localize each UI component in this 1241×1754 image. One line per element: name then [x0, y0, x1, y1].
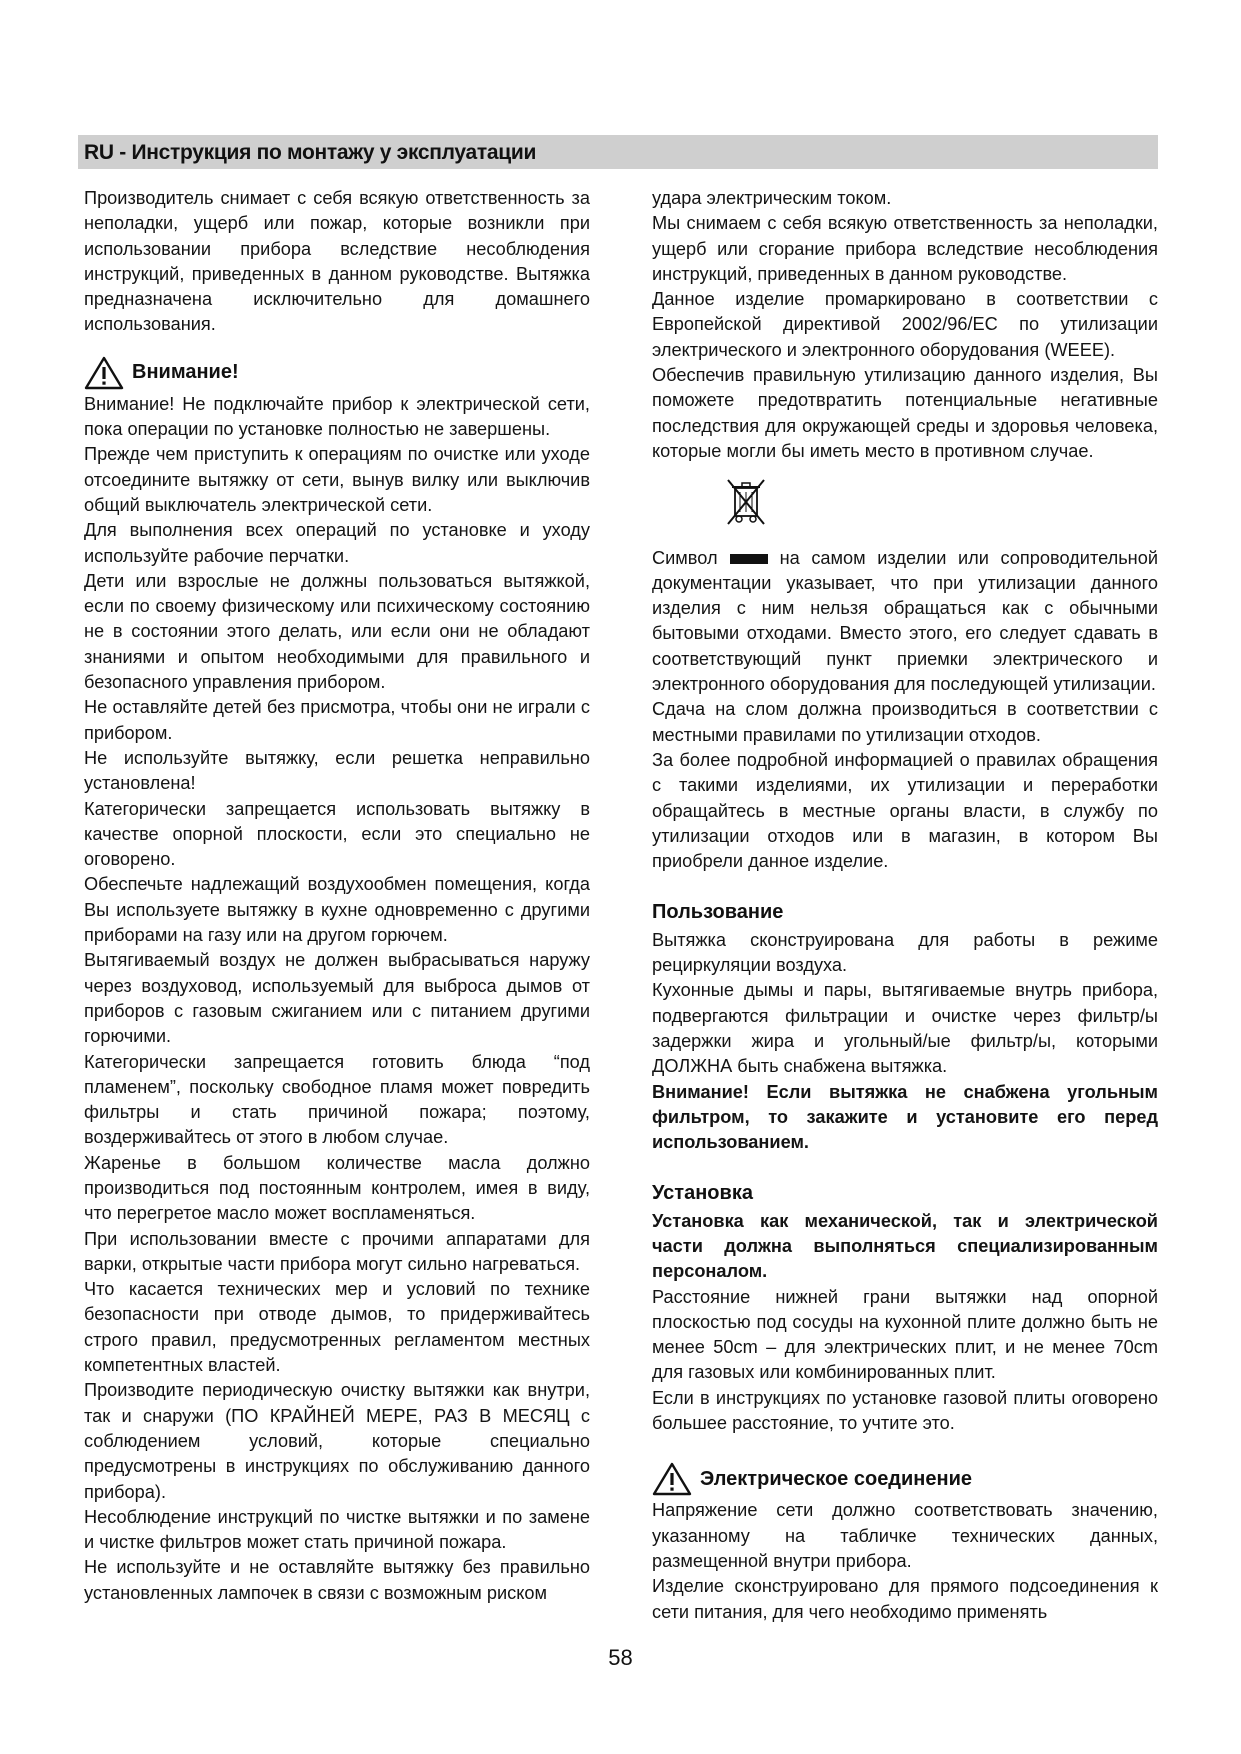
- page-number: 58: [608, 1645, 633, 1670]
- right-paragraph: удара электрическим током.: [652, 188, 892, 208]
- warning-heading-text: Внимание!: [132, 361, 239, 384]
- warning-heading: [84, 356, 590, 390]
- usage-heading: Пользование: [652, 901, 784, 924]
- install-paragraph: Если в инструкциях по установке газовой плиты оговорено большее расстояние, то учтите это.: [652, 1387, 1158, 1434]
- left-paragraph: Не используйте и не оставляйте вытяжку без правильно установленных лампочек в связи с возможным риском: [84, 1557, 590, 1603]
- right-paragraph: За более подробной информацией о правилах обращения с такими изделиями, их утилизации и переработки обращайтесь в местные органы власти, в службу по утилизации отходов или в магазин, в котором Вы приобрели данное изделие.: [652, 749, 1158, 872]
- crossed-bin-icon: [724, 476, 768, 528]
- right-paragraph: Обеспечив правильную утилизацию данного изделия, Вы поможете предотвратить потенциальные негативные последствия для окружающей среды и здоровья человека, которые могли бы иметь место в противном случае.: [652, 365, 1158, 461]
- install-warning: Установка как механической, так и электрической части должна выполняться специализированным персоналом.: [652, 1210, 1158, 1282]
- left-paragraph: Дети или взрослые не должны пользоваться вытяжкой, если по своему физическому или психическому состоянию не в состоянии этого делать, или если они не обладают знаниями и опытом необходимыми для правильного и безопасного управления прибором.: [84, 570, 590, 693]
- black-bar-symbol: [730, 554, 768, 564]
- right-column: [652, 186, 1158, 1625]
- right-paragraph: Мы снимаем с себя всякую ответственность за неполадки, ущерб или сгорание прибора вследствие несоблюдения инструкций, приведенных в данном руководстве.: [652, 213, 1158, 284]
- left-paragraph: Производите периодическую очистку вытяжки как внутри, так и снаружи (ПО КРАЙНЕЙ МЕРЕ, РАЗ В МЕСЯЦ с соблюдением условий, которые специально предусмотрены в инструкциях по обслуживанию данного прибора).: [84, 1380, 590, 1502]
- usage-paragraph: Вытяжка сконструирована для работы в режиме рециркуляции воздуха.: [652, 929, 1158, 976]
- left-paragraph: Не оставляйте детей без присмотра, чтобы они не играли с прибором.: [84, 697, 590, 743]
- left-paragraph: Для выполнения всех операций по установке и уходу используйте рабочие перчатки.: [84, 520, 590, 566]
- left-paragraph: Вытягиваемый воздух не должен выбрасываться наружу через воздуховод, используемый для выброса дымов от приборов с газовым сжиганием или с питанием другими горючими.: [84, 950, 590, 1047]
- warning-icon: [84, 356, 124, 390]
- symbol-prefix: Символ: [652, 547, 718, 568]
- left-paragraph: Категорически запрещается использовать вытяжку в качестве опорной плоскости, если это специально не оговорено.: [84, 798, 590, 870]
- warning-icon: [652, 1462, 692, 1496]
- left-column: [84, 186, 590, 1606]
- usage-paragraph: Кухонные дымы и пары, вытягиваемые внутрь прибора, подвергаются фильтрации и очистке через фильтр/ы задержки жира и угольный/ые фильтр/ы, которыми ДОЛЖНА быть снабжена вытяжка.: [652, 980, 1158, 1077]
- electric-heading: [652, 1462, 1158, 1496]
- section-title: RU - Инструкция по монтажу у эксплуатации: [84, 141, 537, 164]
- symbol-text: на самом изделии или сопроводительной документации указывает, что при утилизации данного изделия с ним нельзя обращаться как с обычными бытовыми отходами. Вместо этого, его следует сдавать в соответствующий пункт приемки электрического и электронного оборудования для последующей утилизации.: [652, 547, 1158, 695]
- left-paragraph: Внимание! Не подключайте прибор к электрической сети, пока операции по установке полностью не завершены.: [84, 393, 590, 440]
- install-paragraph: Расстояние нижней грани вытяжки над опорной плоскостью под сосуды на кухонной плите должно быть не менее 50cm – для электрических плит, и не менее 70cm для газовых или комбинированных плит.: [652, 1286, 1158, 1383]
- left-paragraph: Категорически запрещается готовить блюда “под пламенем”, поскольку свободное пламя может повредить фильтры и стать причиной пожара; поэтому, воздерживайтесь от этого в любом случае.: [84, 1051, 590, 1148]
- right-paragraph: Данное изделие промаркировано в соответствии с Европейской директивой 2002/96/EC по утилизации электрического и электронного оборудования (WEEE).: [652, 289, 1158, 360]
- install-heading: Установка: [652, 1182, 753, 1205]
- left-paragraph: Обеспечьте надлежащий воздухообмен помещения, когда Вы используете вытяжку в кухне одновременно с другими приборами на газу или на другом горючем.: [84, 874, 590, 946]
- usage-warning: Внимание! Если вытяжка не снабжена угольным фильтром, то закажите и установите его перед использованием.: [652, 1081, 1158, 1153]
- electric-paragraph: Напряжение сети должно соответствовать значению, указанному на табличке технических данных, размещенной внутри прибора.: [652, 1500, 1158, 1571]
- right-paragraph: Сдача на слом должна производиться в соответствии с местными правилами по утилизации отходов.: [652, 699, 1158, 745]
- left-paragraph: Что касается технических мер и условий по технике безопасности при отводе дымов, то придерживайтесь строго правил, предусмотренных регламентом местных компетентных властей.: [84, 1279, 590, 1376]
- left-paragraph: Прежде чем приступить к операциям по очистке или уходе отсоедините вытяжку от сети, вынув вилку или выключив общий выключатель электрической сети.: [84, 444, 590, 515]
- left-paragraph: Жаренье в большом количестве масла должно производиться под постоянным контролем, имея в виду, что перегретое масло может воспламеняться.: [84, 1152, 590, 1224]
- left-paragraph: Несоблюдение инструкций по чистке вытяжки и по замене и чистке фильтров может стать причиной пожара.: [84, 1506, 590, 1553]
- left-paragraph: При использовании вместе с прочими аппаратами для варки, открытые части прибора могут сильно нагреваться.: [84, 1228, 590, 1274]
- left-paragraph: Не используйте вытяжку, если решетка неправильно установлена!: [84, 747, 590, 794]
- symbol-paragraph: [652, 546, 1158, 698]
- electric-heading-text: Электрическое соединение: [700, 1467, 973, 1490]
- intro-paragraph: Производитель снимает с себя всякую ответственность за неполадки, ущерб или пожар, которые возникли при использовании прибора вследствие несоблюдения инструкций, приведенных в данном руководстве. Вытяжка предназначена исключительно для домашнего использования.: [84, 188, 590, 335]
- electric-paragraph: Изделие сконструировано для прямого подсоединения к сети питания, для чего необходимо применять: [652, 1576, 1158, 1622]
